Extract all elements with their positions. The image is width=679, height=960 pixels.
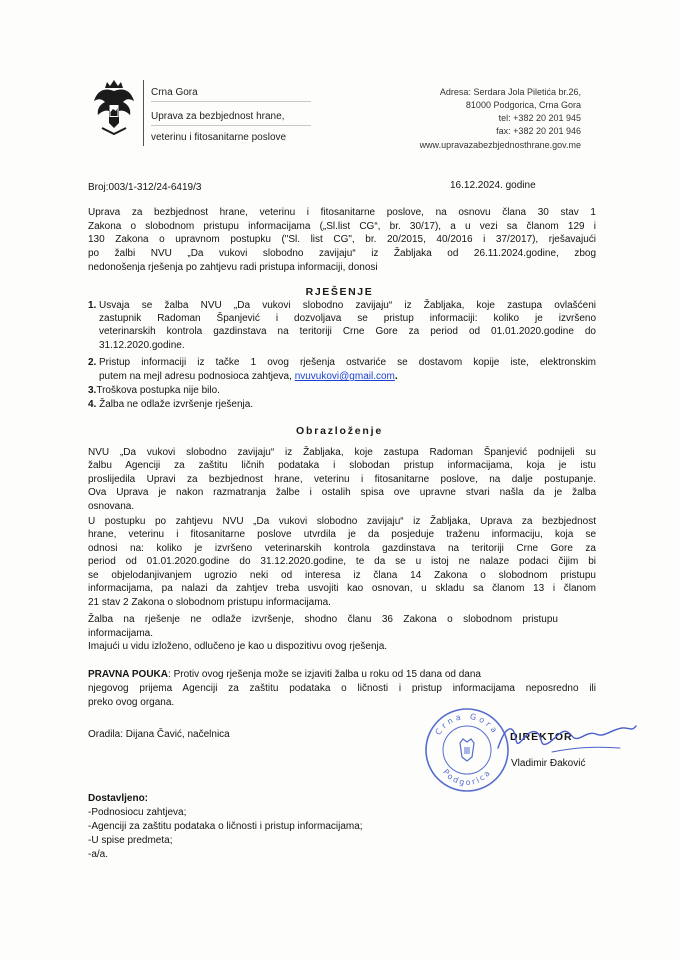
decision-item-4-text: Žalba ne odlaže izvršenje rješenja. bbox=[99, 399, 254, 410]
stamp-bottom-text: Podgorica bbox=[441, 767, 493, 788]
document-date: 16.12.2024. godine bbox=[450, 180, 536, 191]
reasoning-para1-line: osnovana. bbox=[88, 501, 135, 512]
signatory-title: DIREKTOR bbox=[510, 731, 573, 743]
reasoning-para3-line: informacijama. bbox=[88, 628, 154, 639]
applicant-email-link[interactable]: nvuvukovi@gmail.com bbox=[294, 371, 395, 382]
letterhead-divider bbox=[143, 80, 144, 146]
prepared-by: Oradila: Dijana Čavić, načelnica bbox=[88, 729, 230, 740]
reasoning-para1-line: NVU „Da vukovi slobodno zavijaju“ iz Žabljaka, koje zastupa Radoman Španjević podnijeli su bbox=[88, 447, 596, 458]
agency-name-line2: veterinu i fitosanitarne poslove bbox=[151, 132, 287, 143]
decision-item-2-line: Pristup informaciji iz tačke 1 ovog rješenja ostvariće se dostavom kopije iste, elektronskim bbox=[99, 357, 596, 368]
decision-item-2-line: putem na mejl adresu podnosioca zahtjeva, nvuvukovi@gmail.com. bbox=[99, 371, 398, 382]
agency-address-line1: Adresa: Serdara Jola Piletića br.26, bbox=[439, 87, 581, 97]
reasoning-para2-line: U postupku po zahtjevu NVU „Da vukovi slobodno zavijaju“ iz Žabljaka, Uprava za bezbjednost bbox=[88, 516, 596, 527]
distribution-item: -Podnosiocu zahtjeva; bbox=[88, 807, 187, 818]
decision-item-1-line: veterinarskih kontrola gazdinstava na teritoriji Crne Gore za period od 01.01.2020.godine do bbox=[99, 326, 596, 337]
agency-name-line1: Uprava za bezbjednost hrane, bbox=[151, 111, 285, 122]
handwritten-signature-icon bbox=[492, 718, 642, 762]
letterhead-rule bbox=[151, 125, 311, 126]
decision-item-1-line: zastupnik Radoman Španjević i dozvoljava se pristup informaciji: koliko je izvršeno bbox=[99, 313, 596, 324]
stamp-top-text: Crna Gora bbox=[433, 711, 501, 737]
reasoning-para2-line: se objelodanjivanjem ugrozio neki od interesa iz člana 14 Zakona o slobodnom pristupu bbox=[88, 570, 596, 581]
distribution-item: -U spise predmeta; bbox=[88, 835, 173, 846]
reasoning-heading: Obrazloženje bbox=[296, 425, 383, 437]
intro-line: Uprava za bezbjednost hrane, veterinu i fitosanitarne poslove, na osnovu člana 30 stav 1 bbox=[88, 207, 596, 218]
decision-item-3: 3.Troškova postupka nije bilo. bbox=[88, 385, 220, 396]
montenegro-coat-of-arms-icon bbox=[92, 79, 136, 135]
distribution-item: -a/a. bbox=[88, 849, 109, 860]
legal-notice-text: : Protiv ovog rješenja može se izjaviti žalba u roku od 15 dana od dana bbox=[168, 669, 481, 680]
agency-website[interactable]: www.upravazabezbjednosthrane.gov.me bbox=[419, 140, 581, 150]
agency-address-line2: 81000 Podgorica, Crna Gora bbox=[465, 100, 581, 110]
decision-item-number: 2. bbox=[88, 357, 97, 368]
decision-item-3-text: Troškova postupka nije bilo. bbox=[96, 385, 220, 396]
distribution-label: Dostavljeno: bbox=[88, 793, 149, 804]
reasoning-para2-line: period od 01.01.2020.godine do 31.12.2020.godine, te da se u istoj ne nalaze podaci čijim bi bbox=[88, 556, 596, 567]
reasoning-para4: Imajući u vidu izloženo, odlučeno je kao u dispozitivu ovog rješenja. bbox=[88, 641, 388, 652]
reasoning-para1-line: Ova Uprava je nakon razmatranja žalbe i ostalih spisa ove upravne stvari našla da je žalba bbox=[88, 487, 596, 498]
intro-line: nedonošenja rješenja po zahtjevu radi pristupa informaciji, donosi bbox=[88, 262, 378, 273]
intro-line: po žalbi NVU „Da vukovi slobodno zavijaju“ iz Žabljaka od 26.11.2024.godine, zbog bbox=[88, 248, 596, 259]
legal-notice-line bbox=[88, 668, 481, 682]
intro-line: Zakona o slobodnom pristupu informacijama („Sl.list CG“, br. 30/17), a u vezi sa članom 129 i bbox=[88, 221, 596, 232]
letterhead-rule bbox=[151, 101, 311, 102]
decision-item-1-line: 31.12.2020.godine. bbox=[99, 340, 185, 351]
distribution-item: -Agenciji za zaštitu podataka o ličnosti i pristup informacijama; bbox=[88, 821, 363, 832]
document-number: Broj:003/1-312/24-6419/3 bbox=[88, 182, 202, 193]
reasoning-para2-line: 21 stav 2 Zakona o slobodnom pristupu informacijama. bbox=[88, 597, 331, 608]
legal-notice-line: njegovog prijema Agenciji za zaštitu podataka o ličnosti i pristup informacijama neposredno ili bbox=[88, 683, 596, 694]
decision-heading: RJEŠENJE bbox=[305, 286, 374, 298]
decision-item-number: 1. bbox=[88, 300, 97, 311]
svg-text:Podgorica bbox=[441, 768, 493, 788]
reasoning-para1-line: žalbu Agenciji za zaštitu ličnih podataka i slobodan pristup informacijama, koja je istu bbox=[88, 460, 596, 471]
legal-notice-line: preko ovog organa. bbox=[88, 697, 175, 708]
country-name: Crna Gora bbox=[151, 87, 198, 98]
reasoning-para2-line: odnosi na: koliko je izvršeno veterinarskih kontrola gazdinstava na teritoriji Crne Gore za bbox=[88, 543, 596, 554]
legal-notice-label: PRAVNA POUKA bbox=[88, 669, 169, 680]
reasoning-para2-line: hrane, veterinu i fitosanitarne poslove utvrdila je da posjeduje traženu informaciju, koja se bbox=[88, 529, 596, 540]
intro-line: 130 Zakona o upravnom postupku ("Sl. list CG", br. 20/2015, 40/2016 i 37/2017), rješavajući bbox=[88, 234, 596, 245]
decision-item-4: 4. Žalba ne odlaže izvršenje rješenja. bbox=[88, 399, 254, 410]
agency-fax: fax: +382 20 201 946 bbox=[496, 126, 581, 136]
agency-phone: tel: +382 20 201 945 bbox=[498, 113, 581, 123]
decision-item-2-text: putem na mejl adresu podnosioca zahtjeva, bbox=[99, 371, 295, 382]
reasoning-para2-line: informacijama, pa nalazi da zahtjev treba usvojiti kao osnovan, u skladu sa članom 13 i članom bbox=[88, 583, 596, 594]
decision-item-1-line: Usvaja se žalba NVU „Da vukovi slobodno zavijaju“ iz Žabljaka, koje zastupa ovlašćeni bbox=[99, 300, 596, 311]
reasoning-para3-line: Žalba na rješenje ne odlaže izvršenje, shodno članu 36 Zakona o slobodnom pristupu bbox=[88, 614, 558, 625]
signatory-name: Vladimir Đaković bbox=[511, 758, 586, 769]
reasoning-para1-line: proslijedila Upravi za bezbjednost hrane, veterinu i fitosanitarne poslove, na dalje postupanje. bbox=[88, 474, 596, 485]
